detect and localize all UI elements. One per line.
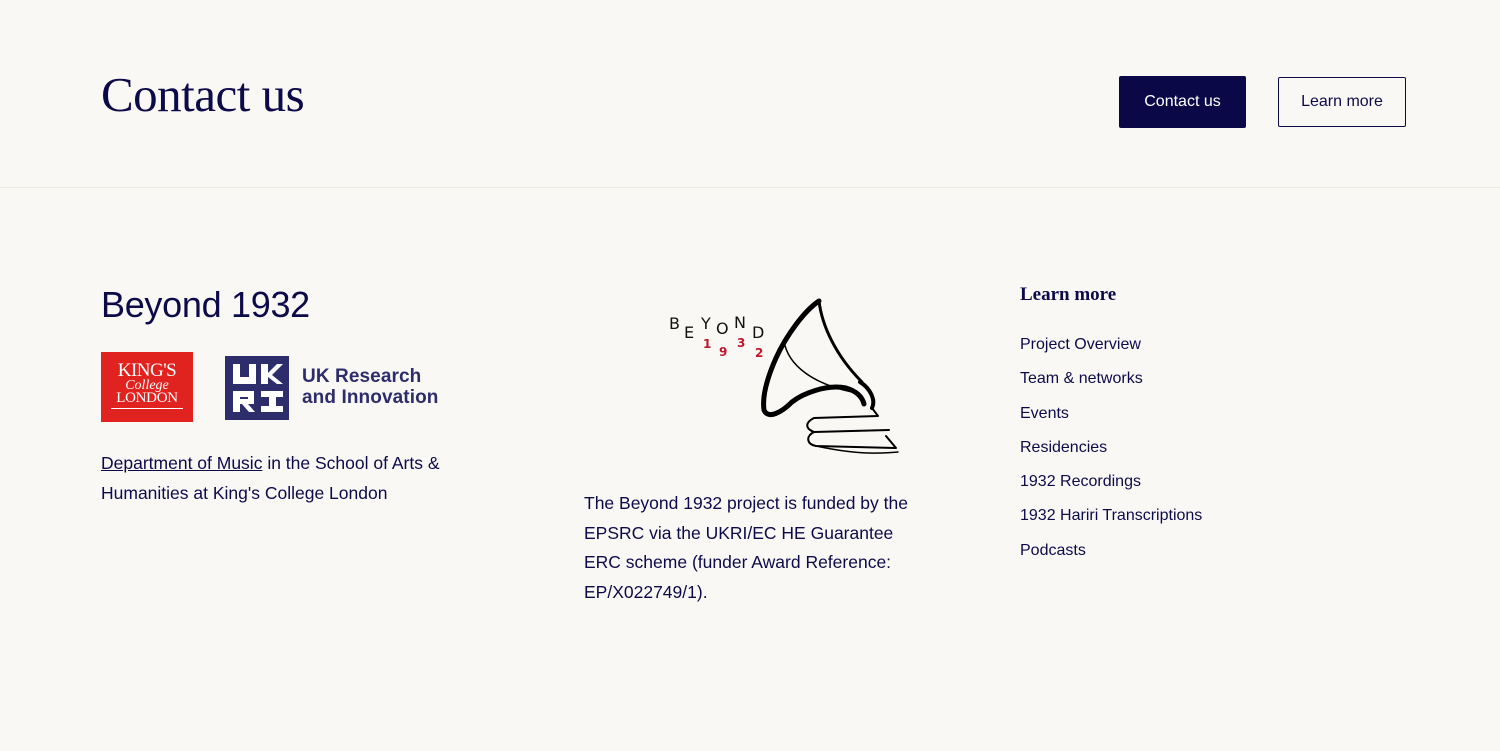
logo-digit: 2	[755, 346, 764, 360]
footer-link-project-overview[interactable]: Project Overview	[1020, 336, 1141, 353]
funding-statement: The Beyond 1932 project is funded by the EPSRC via the UKRI/EC HE Guarantee ERC scheme (funder Award Reference: EP/X022749/1).	[584, 493, 908, 602]
footer-link-podcasts[interactable]: Podcasts	[1020, 541, 1086, 559]
logo-letter: N	[734, 313, 746, 332]
footer-brand-column	[101, 284, 481, 326]
logo-letter: Y	[701, 314, 711, 333]
logo-digit: 1	[703, 337, 712, 351]
footer-link-hariri-transcriptions[interactable]: 1932 Hariri Transcriptions	[1020, 507, 1203, 525]
logo-letter: E	[684, 323, 695, 342]
logo-letter: B	[669, 314, 680, 333]
department-of-music-link[interactable]: Department of Music	[101, 453, 263, 473]
ukri-logo-text: UK Research and Innovation	[302, 366, 439, 408]
learn-more-links	[1020, 336, 1202, 576]
learn-more-column	[1020, 284, 1280, 559]
footer-link-events[interactable]: Events	[1020, 404, 1069, 422]
footer-link-team-networks[interactable]: Team & networks	[1020, 370, 1143, 388]
learn-more-heading: Learn more	[1020, 284, 1117, 305]
partner-logos	[101, 352, 461, 424]
contact-section	[0, 0, 1500, 188]
logo-digit: 9	[719, 345, 728, 359]
gramophone-icon	[764, 301, 898, 453]
footer-link-1932-recordings[interactable]: 1932 Recordings	[1020, 473, 1141, 491]
department-text: Department of Music in the School of Arts & Humanities at King's College London	[101, 453, 440, 503]
kings-college-london-logo[interactable]: KING'S College LONDON	[101, 352, 193, 422]
footer-link-residencies[interactable]: Residencies	[1020, 438, 1108, 456]
logo-letter: O	[716, 319, 729, 338]
logo-digit: 3	[737, 336, 746, 350]
contact-us-button[interactable]: Contact us	[1119, 76, 1246, 128]
page-title: Contact us	[101, 67, 305, 122]
footer-brand-title: Beyond 1932	[101, 284, 310, 325]
ukri-logo-mark[interactable]	[225, 356, 289, 420]
learn-more-button[interactable]: Learn more	[1278, 77, 1406, 127]
logo-letter: D	[752, 323, 765, 342]
beyond-1932-logo	[664, 296, 909, 458]
